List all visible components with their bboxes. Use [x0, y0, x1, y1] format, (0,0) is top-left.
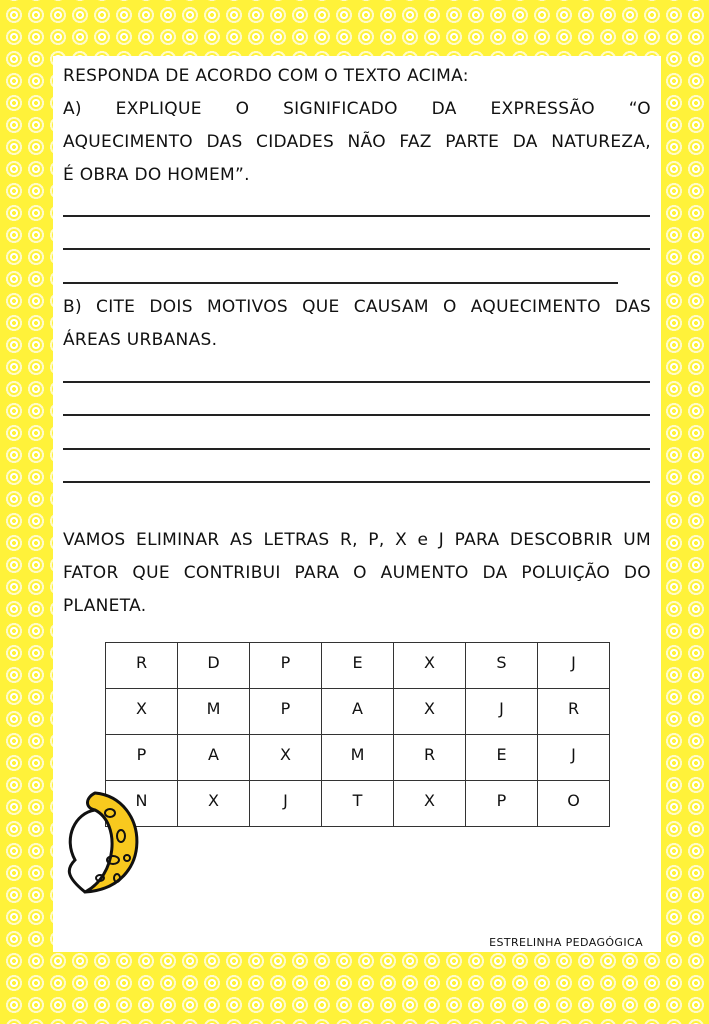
- grid-cell[interactable]: R: [106, 643, 178, 689]
- activity-line-3: PLANETA.: [63, 596, 147, 616]
- grid-cell[interactable]: P: [250, 689, 322, 735]
- grid-row: [106, 689, 610, 735]
- grid-cell[interactable]: P: [106, 735, 178, 781]
- grid-cell[interactable]: X: [394, 643, 466, 689]
- grid-cell[interactable]: X: [394, 689, 466, 735]
- question-a-line-3: É OBRA DO HOMEM”.: [63, 165, 250, 185]
- grid-row: [106, 643, 610, 689]
- grid-cell[interactable]: S: [466, 643, 538, 689]
- grid-cell[interactable]: M: [322, 735, 394, 781]
- activity-line-1: VAMOS ELIMINAR AS LETRAS R, P, X e J PARA DESCOBRIR UM: [63, 530, 651, 550]
- instructions-heading: RESPONDA DE ACORDO COM O TEXTO ACIMA:: [63, 66, 469, 86]
- grid-cell[interactable]: N: [106, 781, 178, 827]
- worksheet-page: [53, 56, 661, 952]
- question-a-line-1: A) EXPLIQUE O SIGNIFICADO DA EXPRESSÃO “O: [63, 99, 651, 119]
- grid-cell[interactable]: X: [178, 781, 250, 827]
- answer-line-a-2[interactable]: [63, 248, 650, 250]
- grid-cell[interactable]: A: [322, 689, 394, 735]
- grid-cell[interactable]: D: [178, 643, 250, 689]
- answer-line-b-1[interactable]: [63, 381, 650, 383]
- moon-illustration: [55, 788, 145, 902]
- grid-cell[interactable]: J: [538, 643, 610, 689]
- grid-cell[interactable]: X: [250, 735, 322, 781]
- grid-cell[interactable]: J: [538, 735, 610, 781]
- answer-line-b-2[interactable]: [63, 414, 650, 416]
- grid-cell[interactable]: E: [466, 735, 538, 781]
- footer-brand: ESTRELINHA PEDAGÓGICA: [489, 936, 643, 949]
- question-a-line-2: AQUECIMENTO DAS CIDADES NÃO FAZ PARTE DA NATUREZA,: [63, 132, 651, 152]
- answer-line-a-1[interactable]: [63, 215, 650, 217]
- question-b-line-2: ÁREAS URBANAS.: [63, 330, 218, 350]
- grid-cell[interactable]: P: [250, 643, 322, 689]
- grid-row: [106, 781, 610, 827]
- grid-cell[interactable]: T: [322, 781, 394, 827]
- grid-cell[interactable]: X: [106, 689, 178, 735]
- grid-cell[interactable]: P: [466, 781, 538, 827]
- grid-cell[interactable]: X: [394, 781, 466, 827]
- grid-row: [106, 735, 610, 781]
- grid-cell[interactable]: J: [466, 689, 538, 735]
- grid-cell[interactable]: E: [322, 643, 394, 689]
- grid-cell[interactable]: R: [538, 689, 610, 735]
- activity-line-2: FATOR QUE CONTRIBUI PARA O AUMENTO DA POLUIÇÃO DO: [63, 563, 651, 583]
- grid-cell[interactable]: M: [178, 689, 250, 735]
- answer-line-b-4[interactable]: [63, 481, 650, 483]
- grid-cell[interactable]: R: [394, 735, 466, 781]
- grid-cell[interactable]: O: [538, 781, 610, 827]
- letter-grid: [105, 642, 610, 827]
- grid-cell[interactable]: A: [178, 735, 250, 781]
- answer-line-b-3[interactable]: [63, 448, 650, 450]
- question-b-line-1: B) CITE DOIS MOTIVOS QUE CAUSAM O AQUECIMENTO DAS: [63, 297, 651, 317]
- answer-line-a-3[interactable]: [63, 282, 618, 284]
- grid-cell[interactable]: J: [250, 781, 322, 827]
